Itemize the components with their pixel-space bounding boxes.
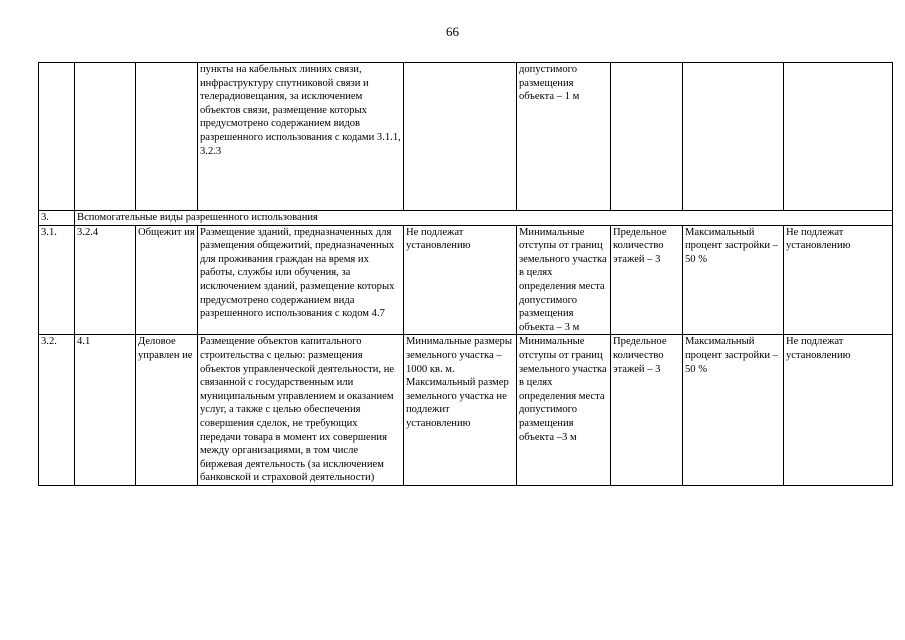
cell-num: 3.1. xyxy=(39,225,75,335)
table-row xyxy=(39,225,893,335)
cell-floors: Предельное количество этажей – 3 xyxy=(611,335,683,486)
cell-indent: Минимальные отступы от границ земельного участка в целях определения места допустимого размещения объекта – 3 м xyxy=(517,225,611,335)
cell-other: Не подлежат установлению xyxy=(784,335,893,486)
cell-other: Не подлежат установлению xyxy=(784,225,893,335)
cell-name: Деловое управлен ие xyxy=(136,335,198,486)
cell-description: Размещение объектов капитального строительства с целью: размещения объектов управленческой деятельности, не связанной с государственным или муниципальным управлением и оказанием услуг, а также с целью обеспечения совершения сделок, не требующих передачи товара в момент их совершения между организациями, в том числе биржевая деятельность (за исключением банковской и страховой деятельности) xyxy=(198,335,404,486)
section-header-row xyxy=(39,211,893,226)
cell-area: Не подлежат установлению xyxy=(404,225,517,335)
cell-area xyxy=(404,63,517,211)
cell-code: 4.1 xyxy=(75,335,136,486)
section-number: 3. xyxy=(39,211,75,226)
cell-indent: допустимого размещения объекта – 1 м xyxy=(517,63,611,211)
table-row-continuation xyxy=(39,63,893,211)
cell-coverage: Максимальный процент застройки – 50 % xyxy=(683,335,784,486)
page-number: 66 xyxy=(446,24,459,39)
cell-floors: Предельное количество этажей – 3 xyxy=(611,225,683,335)
section-title: Вспомогательные виды разрешенного использования xyxy=(75,211,893,226)
permitted-use-table xyxy=(38,62,893,486)
cell-coverage xyxy=(683,63,784,211)
cell-description: пункты на кабельных линиях связи, инфраструктуру спутниковой связи и телерадиовещания, за исключением объектов связи, размещение которых предусмотрено содержанием видов разрешенного использования с кодами 3.1.1, 3.2.3 xyxy=(198,63,404,211)
cell-name xyxy=(136,63,198,211)
cell-code xyxy=(75,63,136,211)
cell-description: Размещение зданий, предназначенных для размещения общежитий, предназначенных для проживания граждан на время их работы, службы или обучения, за исключением зданий, размещение которых предусмотрено содержанием вида разрешенного использования с кодом 4.7 xyxy=(198,225,404,335)
cell-num xyxy=(39,63,75,211)
cell-code: 3.2.4 xyxy=(75,225,136,335)
cell-other xyxy=(784,63,893,211)
cell-num: 3.2. xyxy=(39,335,75,486)
cell-name: Общежит ия xyxy=(136,225,198,335)
cell-floors xyxy=(611,63,683,211)
cell-area: Минимальные размеры земельного участка – 1000 кв. м. Максимальный размер земельного участка не подлежит установлению xyxy=(404,335,517,486)
cell-coverage: Максимальный процент застройки – 50 % xyxy=(683,225,784,335)
cell-indent: Минимальные отступы от границ земельного участка в целях определения места допустимого размещения объекта –3 м xyxy=(517,335,611,486)
table-row xyxy=(39,335,893,486)
